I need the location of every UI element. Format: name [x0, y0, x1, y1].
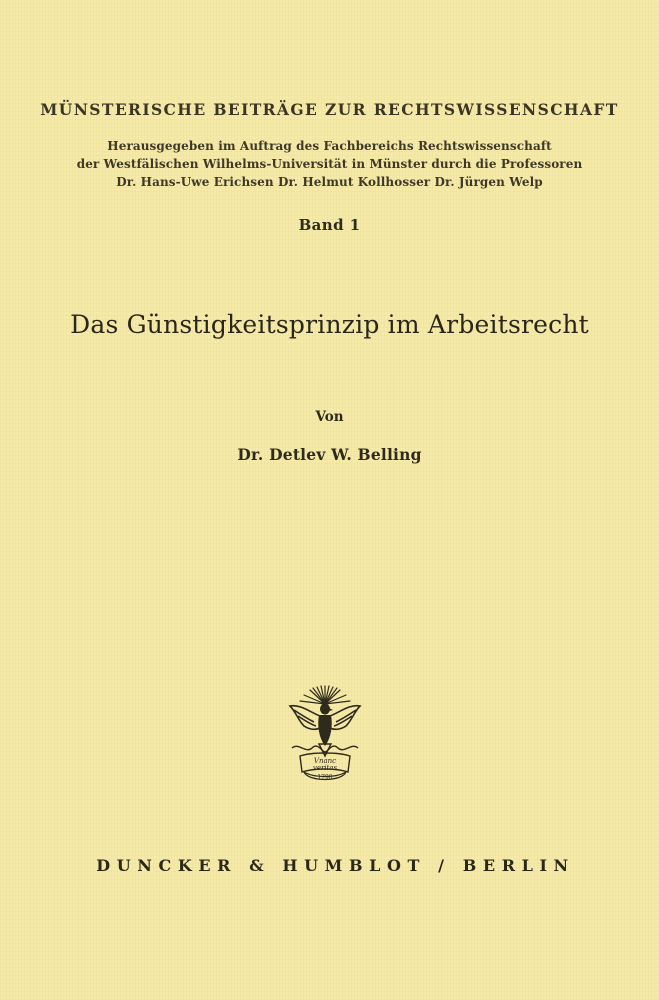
by-label: Von: [315, 409, 344, 425]
eagle-emblem-icon: [282, 682, 368, 790]
author-name: Dr. Detlev W. Belling: [237, 445, 422, 464]
book-title: Das Günstigkeitsprinzip im Arbeitsrecht: [70, 310, 589, 339]
publisher-name: DUNCKER & HUMBLOT / BERLIN: [96, 856, 575, 875]
emblem-year: 1798: [317, 774, 333, 781]
editors-line-3: Dr. Hans-Uwe Erichsen Dr. Helmut Kollhosser Dr. Jürgen Welp: [116, 175, 543, 189]
volume-number: Band 1: [298, 216, 361, 234]
editors-line-2: der Westfälischen Wilhelms-Universität in Münster durch die Professoren: [76, 157, 583, 171]
series-title: MÜNSTERISCHE BEITRÄGE ZUR RECHTSWISSENSCHAFT: [40, 100, 619, 119]
editors-line-1: Herausgegeben im Auftrag des Fachbereichs Rechtswissenschaft: [107, 139, 552, 153]
emblem-motto-2: veritas: [312, 764, 338, 772]
emblem-motto-1: Vnanc: [313, 757, 337, 765]
